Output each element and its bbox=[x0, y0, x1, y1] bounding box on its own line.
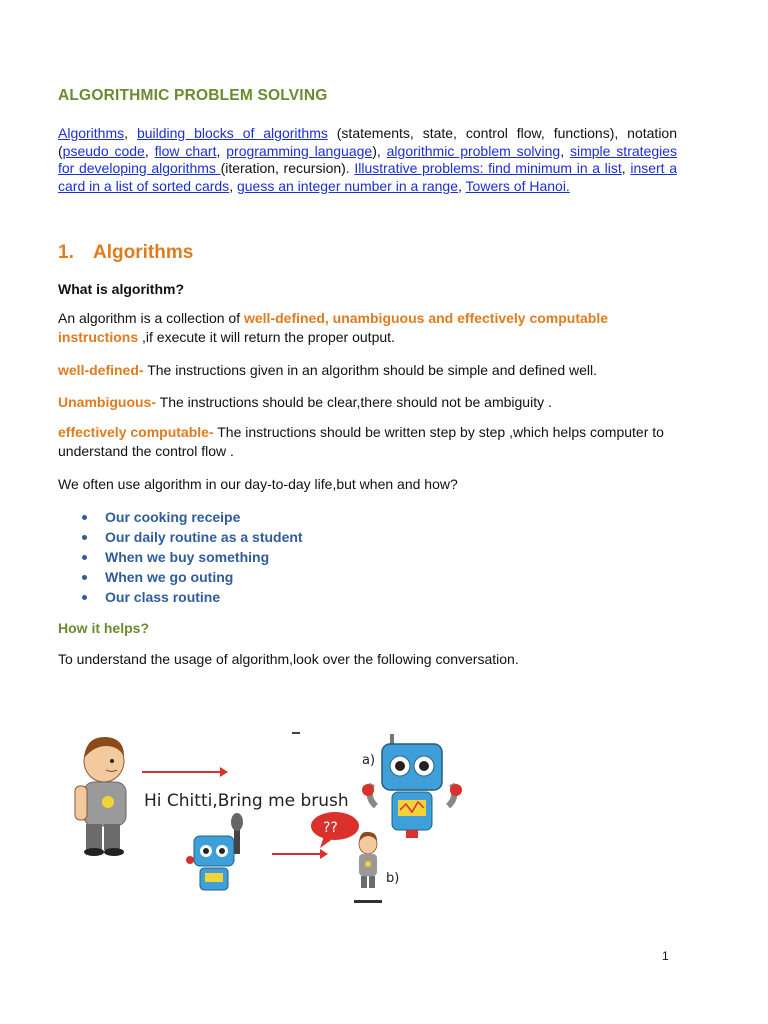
robot-a bbox=[362, 734, 462, 838]
list-item bbox=[82, 527, 303, 547]
intro-text: (iteration, recursion). bbox=[220, 160, 355, 176]
intro-text: , bbox=[621, 160, 631, 176]
label-a: a) bbox=[362, 753, 376, 768]
section-heading bbox=[58, 242, 193, 264]
link-flow-chart[interactable]: flow chart bbox=[154, 142, 217, 159]
bullet-icon bbox=[82, 575, 87, 580]
bullet-icon bbox=[82, 555, 87, 560]
term-label: well-defined- bbox=[58, 362, 144, 378]
intro-text: , bbox=[560, 142, 570, 159]
bullet-icon bbox=[82, 535, 87, 540]
boy-small bbox=[354, 832, 382, 903]
section-number: 1. bbox=[58, 242, 74, 263]
intro-text: , bbox=[458, 177, 466, 194]
syllabus-intro bbox=[58, 125, 677, 195]
term-label: effectively computable- bbox=[58, 424, 214, 440]
intro-text: (statements, state, control flow, functions), notation ( bbox=[58, 125, 677, 159]
page-number: 1 bbox=[662, 949, 669, 963]
definition-highlight: well-defined, unambiguous and effectively computable instructions bbox=[58, 310, 609, 345]
link-simple-strategies[interactable]: simple strategies for developing algorithms bbox=[58, 142, 678, 176]
term-text: The instructions should be written step by step ,which helps computer to understand the control flow . bbox=[58, 424, 664, 459]
term-label: Unambiguous- bbox=[58, 394, 156, 410]
intro-text: , bbox=[229, 177, 237, 194]
intro-text: , bbox=[144, 142, 155, 159]
intro-text: , bbox=[216, 142, 227, 159]
term-text: The instructions should be clear,there should not be ambiguity . bbox=[156, 394, 552, 410]
intro-text: ), bbox=[372, 142, 387, 159]
how-heading: How it helps? bbox=[58, 620, 149, 636]
term-effectively-computable bbox=[58, 423, 673, 461]
bubble-text: ?? bbox=[323, 820, 338, 836]
link-insert-card[interactable]: insert a card in a list of sorted cards bbox=[58, 160, 677, 194]
document-title: ALGORITHMIC PROBLEM SOLVING bbox=[58, 87, 328, 104]
bullet-icon bbox=[82, 515, 87, 520]
link-guess-integer[interactable]: guess an integer number in a range bbox=[236, 177, 459, 194]
list-item-label: Our cooking receipe bbox=[105, 509, 241, 525]
usage-list bbox=[82, 507, 303, 607]
term-text: The instructions given in an algorithm should be simple and defined well. bbox=[143, 362, 598, 378]
list-item bbox=[82, 547, 303, 567]
label-b: b) bbox=[386, 871, 400, 886]
link-programming-language[interactable]: programming language bbox=[226, 142, 373, 159]
question-heading: What is algorithm? bbox=[58, 281, 184, 297]
list-item bbox=[82, 567, 303, 587]
boy-figure bbox=[75, 737, 126, 856]
list-item-label: Our class routine bbox=[105, 589, 221, 605]
link-building-blocks[interactable]: building blocks of algorithms bbox=[136, 125, 328, 141]
definition-text: ,if execute it will return the proper output. bbox=[138, 329, 395, 345]
intro-text: , bbox=[124, 125, 137, 141]
link-algorithms[interactable]: Algorithms bbox=[58, 125, 125, 141]
definition-text: An algorithm is a collection of bbox=[58, 310, 244, 326]
list-item-label: When we go outing bbox=[105, 569, 234, 585]
link-algorithmic-problem-solving[interactable]: algorithmic problem solving bbox=[386, 142, 561, 159]
term-unambiguous bbox=[58, 393, 673, 412]
bullet-icon bbox=[82, 595, 87, 600]
definition-paragraph bbox=[58, 309, 673, 347]
list-item-label: Our daily routine as a student bbox=[105, 529, 303, 545]
link-find-minimum[interactable]: Illustrative problems: find minimum in a list bbox=[354, 160, 622, 176]
conversation-illustration bbox=[62, 728, 482, 908]
daily-question: We often use algorithm in our day-to-day life,but when and how? bbox=[58, 476, 458, 492]
term-well-defined bbox=[58, 361, 673, 380]
robot-small bbox=[186, 813, 243, 890]
how-text: To understand the usage of algorithm,look over the following conversation. bbox=[58, 651, 519, 667]
list-item bbox=[82, 507, 303, 527]
speech-text: Hi Chitti,Bring me brush bbox=[144, 791, 349, 811]
list-item-label: When we buy something bbox=[105, 549, 270, 565]
list-item bbox=[82, 587, 303, 607]
link-pseudo-code[interactable]: pseudo code bbox=[62, 142, 145, 159]
section-title: Algorithms bbox=[93, 242, 194, 263]
link-towers-of-hanoi[interactable]: Towers of Hanoi. bbox=[465, 177, 570, 194]
